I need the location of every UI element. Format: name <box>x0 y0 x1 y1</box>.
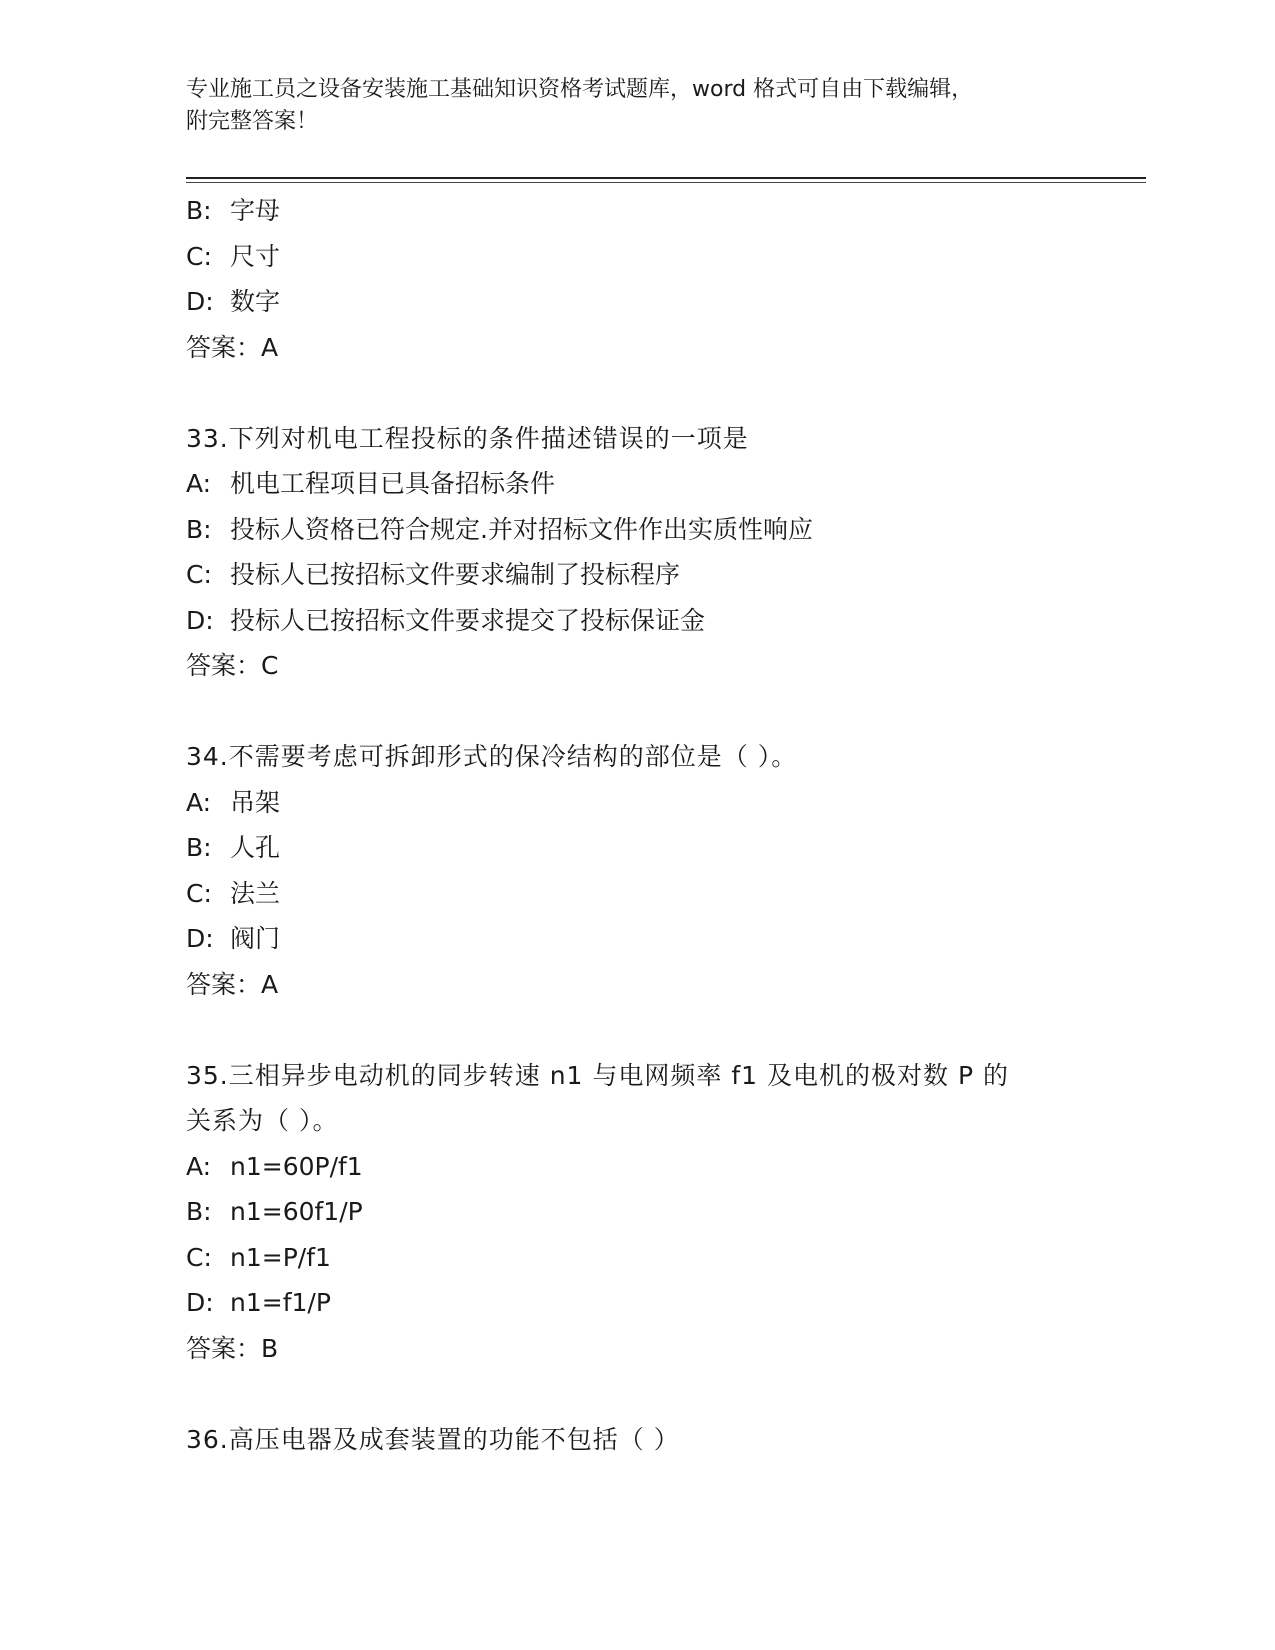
option-label: D: <box>186 924 214 953</box>
option-label: B: <box>186 833 212 862</box>
header-divider-thick <box>186 177 1146 179</box>
option-text: 法兰 <box>230 878 281 908</box>
option-text: 投标人已按招标文件要求提交了投标保证金 <box>230 605 706 635</box>
option-c <box>186 1235 1146 1281</box>
option-text: 阀门 <box>230 924 281 953</box>
option-text: 数字 <box>230 287 281 316</box>
option-text: n1=60P/f1 <box>230 1151 363 1181</box>
option-d <box>186 279 1146 325</box>
option-label: A: <box>186 787 212 817</box>
header-line-1: 专业施工员之设备安装施工基础知识资格考试题库，word 格式可自由下载编辑， <box>186 77 974 102</box>
header-divider-thin <box>186 182 1146 183</box>
question-text-line-1: 35.三相异步电动机的同步转速 n1 与电网频率 f1 及电机的极对数 P 的 <box>186 1060 1009 1090</box>
question-block-35 <box>186 1053 1146 1372</box>
question-block-33 <box>186 416 1146 689</box>
question-block-prev <box>186 188 1146 370</box>
option-text: 人孔 <box>230 833 281 862</box>
option-label: D: <box>186 605 214 635</box>
option-label: C: <box>186 1242 212 1272</box>
spacer <box>186 1371 1146 1417</box>
option-b <box>186 188 1146 234</box>
option-label: B: <box>186 514 212 544</box>
answer-line: 答案：C <box>186 651 279 680</box>
option-text: n1=f1/P <box>230 1288 331 1317</box>
answer-line: 答案：B <box>186 1333 279 1363</box>
spacer <box>186 689 1146 735</box>
option-text: 吊架 <box>230 787 281 817</box>
option-c <box>186 871 1146 917</box>
option-text: n1=60f1/P <box>230 1197 363 1226</box>
option-text: 机电工程项目已具备招标条件 <box>230 469 556 498</box>
option-a <box>186 461 1146 507</box>
option-d <box>186 598 1146 644</box>
option-d <box>186 916 1146 962</box>
option-a <box>186 780 1146 826</box>
question-text: 34.不需要考虑可拆卸形式的保冷结构的部位是（ ）。 <box>186 742 798 771</box>
option-text: 字母 <box>230 196 281 225</box>
option-text: 投标人资格已符合规定.并对招标文件作出实质性响应 <box>230 514 813 544</box>
option-text: 投标人已按招标文件要求编制了投标程序 <box>230 560 681 589</box>
option-b <box>186 1189 1146 1235</box>
answer-line: 答案：A <box>186 332 279 362</box>
option-b <box>186 507 1146 553</box>
answer-line: 答案：A <box>186 969 279 999</box>
option-label: C: <box>186 241 212 271</box>
option-c <box>186 234 1146 280</box>
question-text-line-2: 关系为（ ）。 <box>186 1106 339 1135</box>
spacer <box>186 370 1146 416</box>
question-list <box>186 188 1146 1462</box>
question-block-34 <box>186 734 1146 1007</box>
document-header <box>186 74 1086 138</box>
option-text: n1=P/f1 <box>230 1242 331 1272</box>
spacer <box>186 1007 1146 1053</box>
header-line-2: 附完整答案！ <box>186 109 319 134</box>
option-label: C: <box>186 560 212 589</box>
option-b <box>186 825 1146 871</box>
option-d <box>186 1280 1146 1326</box>
option-text: 尺寸 <box>230 241 281 271</box>
option-a <box>186 1144 1146 1190</box>
question-text: 33.下列对机电工程投标的条件描述错误的一项是 <box>186 423 749 453</box>
option-label: D: <box>186 287 214 316</box>
option-label: A: <box>186 469 212 498</box>
option-c <box>186 552 1146 598</box>
option-label: A: <box>186 1151 212 1181</box>
option-label: B: <box>186 1197 212 1226</box>
question-block-36 <box>186 1417 1146 1463</box>
option-label: C: <box>186 878 212 908</box>
option-label: B: <box>186 196 212 225</box>
option-label: D: <box>186 1288 214 1317</box>
question-text: 36.高压电器及成套装置的功能不包括（ ） <box>186 1424 680 1454</box>
